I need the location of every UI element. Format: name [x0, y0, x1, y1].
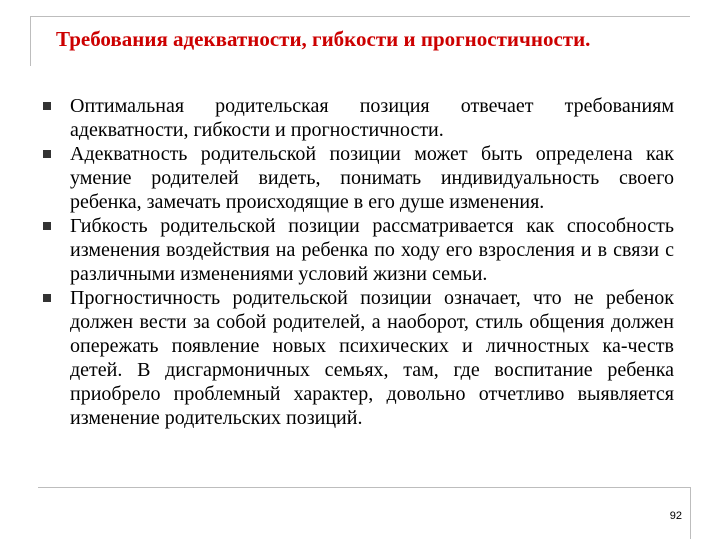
- footer-frame-bottom-line: [38, 487, 690, 488]
- slide-title: Требования адекватности, гибкости и прогностичности.: [56, 27, 591, 51]
- bullet-item-2: [40, 142, 674, 214]
- bullet-text-2: Адекватность родительской позиции может быть определена как умение родителей видеть, понимать индивидуальность своего ребенка, замечать происходящие в его душе изменения.: [70, 143, 674, 213]
- bullet-item-3: [40, 214, 674, 286]
- title-frame-top-line: [30, 16, 690, 17]
- bullet-item-4: [40, 286, 674, 430]
- square-bullet-icon: [43, 150, 51, 158]
- bullet-item-1: [40, 94, 674, 142]
- bullet-text-1: Оптимальная родительская позиция отвечает требованиям адекватности, гибкости и прогностичности.: [70, 95, 674, 141]
- square-bullet-icon: [43, 222, 51, 230]
- footer-frame-right-line: [690, 487, 691, 539]
- square-bullet-icon: [43, 294, 51, 302]
- bullet-list: [40, 94, 674, 430]
- bullet-text-4: Прогностичность родительской позиции означает, что не ребенок должен вести за собой родителей, а наоборот, стиль общения должен опережать появление новых психических и личностных ка-честв детей. В дисгармоничных семьях, там, где воспитание ребенка приобрело проблемный характер, довольно отчетливо выявляется изменение родительских позиций.: [70, 287, 674, 429]
- bullet-text-3: Гибкость родительской позиции рассматривается как способность изменения воздействия на ребенка по ходу его взросления и в связи с различными изменениями условий жизни семьи.: [70, 215, 674, 285]
- square-bullet-icon: [43, 102, 51, 110]
- page-number: 92: [669, 510, 682, 522]
- title-frame-left-line: [30, 16, 31, 66]
